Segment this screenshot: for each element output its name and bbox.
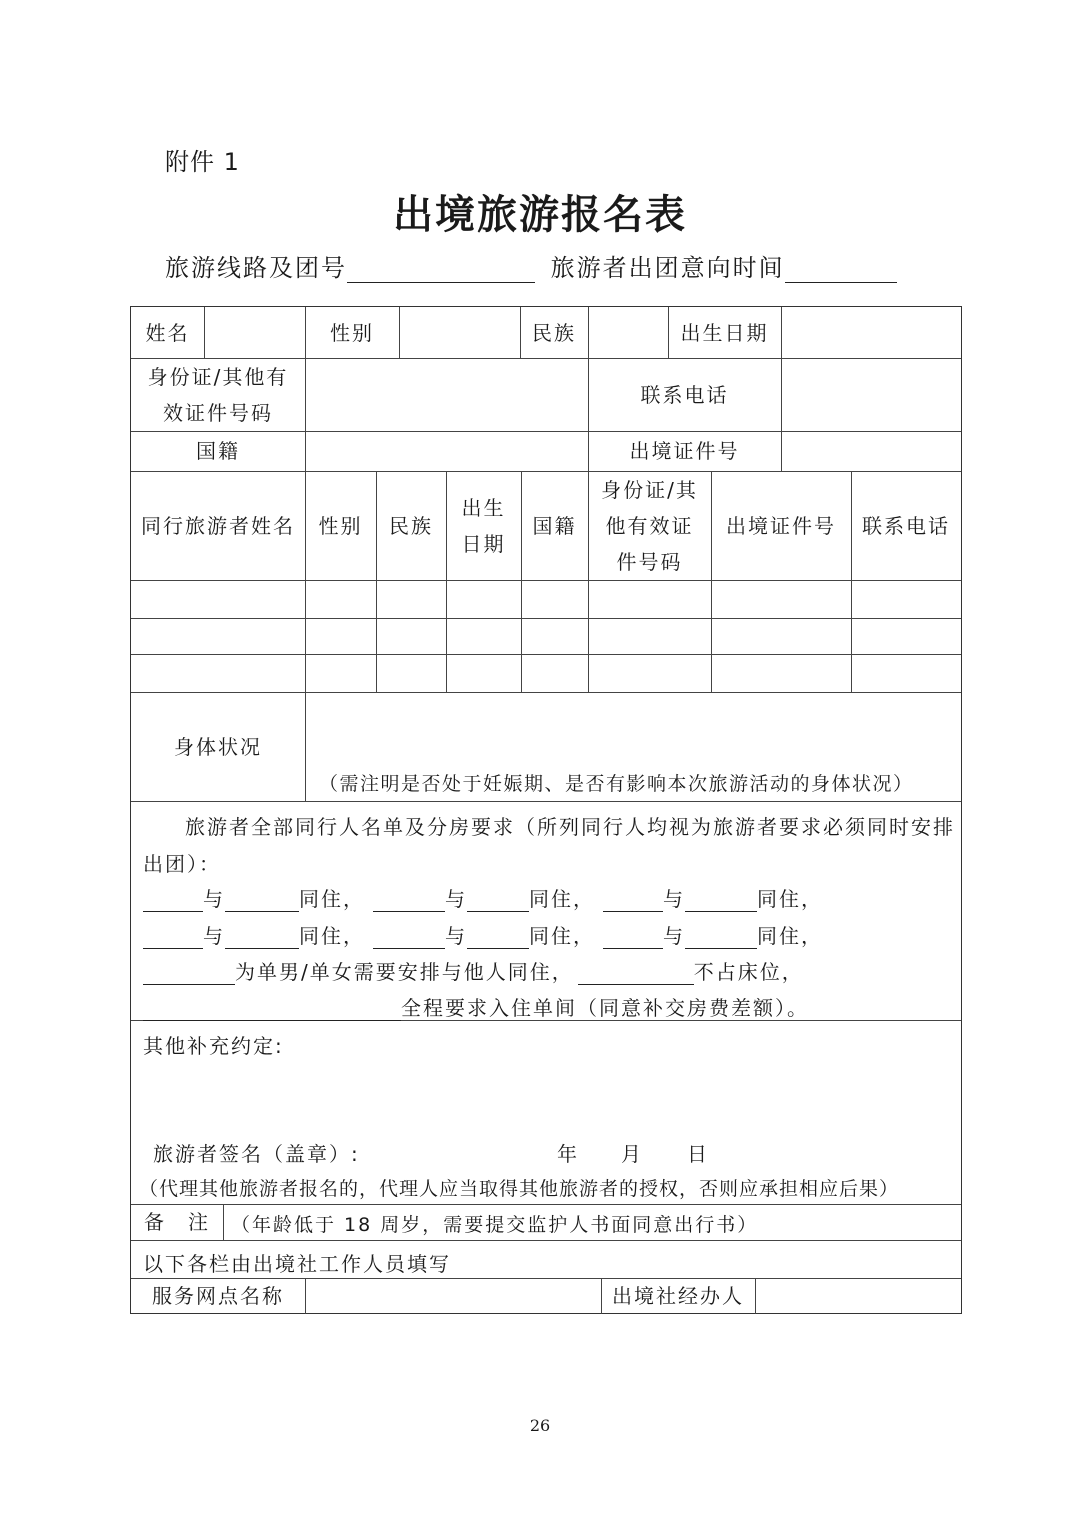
companion-id-line1: 身份证/其 (601, 477, 698, 502)
handler-label: 出境社经办人 (612, 1284, 744, 1308)
page-number: 26 (529, 1416, 551, 1435)
phone-label: 联系电话 (640, 382, 729, 407)
companion-gender-header: 性别 (318, 513, 363, 538)
other-agreements-label: 其他补充约定: (143, 1034, 284, 1058)
companion-nationality-header: 国籍 (532, 513, 577, 538)
roommate-blank[interactable] (685, 926, 757, 949)
with-text: 与 (445, 887, 467, 911)
companion-row[interactable] (131, 654, 961, 692)
single-need-text: 为单男/单女需要安排与他人同住， (235, 960, 574, 984)
health-label: 身体状况 (174, 734, 262, 759)
no-bed-text: 不占床位， (693, 960, 804, 984)
with-text: 与 (445, 924, 467, 948)
companion-birth-line1: 出生 (461, 495, 506, 520)
gender-label: 性别 (330, 320, 374, 345)
roommate-blank[interactable] (225, 889, 299, 912)
name-field[interactable] (204, 307, 305, 358)
companion-id-line2: 他有效证 (605, 513, 694, 538)
sign-year: 年 (557, 1142, 579, 1166)
roommate-blank[interactable] (143, 889, 203, 912)
companion-id-line3: 件号码 (616, 549, 683, 574)
no-bed-blank[interactable] (578, 962, 694, 985)
exit-doc-field[interactable] (781, 431, 961, 471)
route-label: 旅游线路及团号 (165, 254, 347, 282)
companion-ethnicity-header: 民族 (389, 513, 433, 538)
signature-label: 旅游者签名（盖章）: (153, 1142, 360, 1166)
form-title: 出境旅游报名表 (393, 191, 687, 238)
phone-field[interactable] (781, 358, 961, 431)
attachment-label: 附件 1 (165, 148, 240, 176)
companion-phone-header: 联系电话 (862, 513, 950, 538)
birthdate-label: 出生日期 (680, 320, 769, 345)
roommate-blank[interactable] (467, 926, 529, 949)
roommate-blank[interactable] (467, 889, 529, 912)
single-person-blank[interactable] (143, 962, 235, 985)
remark-text: （年龄低于 18 周岁，需要提交监护人书面同意出行书） (231, 1214, 759, 1236)
nationality-field[interactable] (305, 431, 588, 471)
roommate-blank[interactable] (685, 889, 757, 912)
id-label-line1: 身份证/其他有 (147, 364, 289, 389)
cohabit-text: 同住， (299, 924, 365, 948)
id-label (131, 358, 305, 431)
roommate-blank[interactable] (143, 926, 203, 949)
health-note: （需注明是否处于妊娠期、是否有影响本次旅游活动的身体状况） (319, 773, 914, 795)
route-date-line (165, 248, 897, 283)
companion-name-header: 同行旅游者姓名 (141, 513, 295, 538)
exit-doc-label: 出境证件号 (629, 439, 740, 463)
rooming-intro-line2: 出团）： (143, 852, 221, 876)
roommate-blank[interactable] (603, 926, 663, 949)
ethnicity-label: 民族 (532, 320, 576, 345)
roommate-blank[interactable] (373, 926, 445, 949)
cohabit-text: 同住， (757, 887, 823, 911)
registration-form (130, 306, 962, 1314)
rooming-line-1 (143, 883, 823, 912)
date-label: 旅游者出团意向时间 (550, 254, 785, 282)
single-room-blank[interactable] (143, 998, 401, 1021)
cohabit-text: 同住， (299, 887, 365, 911)
nationality-label: 国籍 (196, 439, 240, 463)
remark-label: 备 注 (144, 1210, 210, 1234)
id-field[interactable] (305, 358, 588, 431)
date-blank[interactable] (785, 256, 897, 283)
rooming-line-2 (143, 920, 823, 949)
cohabit-text: 同住， (757, 924, 823, 948)
companion-birth-line2: 日期 (461, 531, 506, 556)
gender-field[interactable] (399, 307, 520, 358)
sign-day: 日 (687, 1142, 709, 1166)
with-text: 与 (203, 887, 225, 911)
id-label-line2: 效证件号码 (163, 400, 273, 425)
staff-section-label: 以下各栏由出境社工作人员填写 (143, 1252, 451, 1276)
ethnicity-field[interactable] (588, 307, 668, 358)
with-text: 与 (203, 924, 225, 948)
companion-row[interactable] (131, 580, 961, 618)
with-text: 与 (663, 924, 685, 948)
handler-field[interactable] (755, 1278, 961, 1314)
sign-month: 月 (621, 1142, 643, 1166)
route-blank[interactable] (347, 256, 535, 283)
cohabit-text: 同住， (529, 924, 595, 948)
outlet-label: 服务网点名称 (152, 1284, 284, 1308)
with-text: 与 (663, 887, 685, 911)
name-label: 姓名 (145, 320, 190, 345)
single-room-text: 全程要求入住单间（同意补交房费差额）。 (401, 996, 809, 1020)
cohabit-text: 同住， (529, 887, 595, 911)
agent-note: （代理其他旅游者报名的，代理人应当取得其他旅游者的授权，否则应承担相应后果） (139, 1178, 900, 1200)
outlet-field[interactable] (305, 1278, 601, 1314)
roommate-blank[interactable] (373, 889, 445, 912)
companion-exit-doc-header: 出境证件号 (726, 513, 836, 538)
companion-id-header (588, 471, 711, 580)
rooming-line-4 (143, 992, 809, 1021)
rooming-intro-line1: 旅游者全部同行人名单及分房要求（所列同行人均视为旅游者要求必须同时安排 (185, 815, 955, 839)
roommate-blank[interactable] (603, 889, 663, 912)
companion-birth-header (446, 471, 521, 580)
roommate-blank[interactable] (225, 926, 299, 949)
companion-row[interactable] (131, 618, 961, 654)
birthdate-field[interactable] (781, 307, 961, 358)
rooming-line-3 (143, 956, 804, 985)
